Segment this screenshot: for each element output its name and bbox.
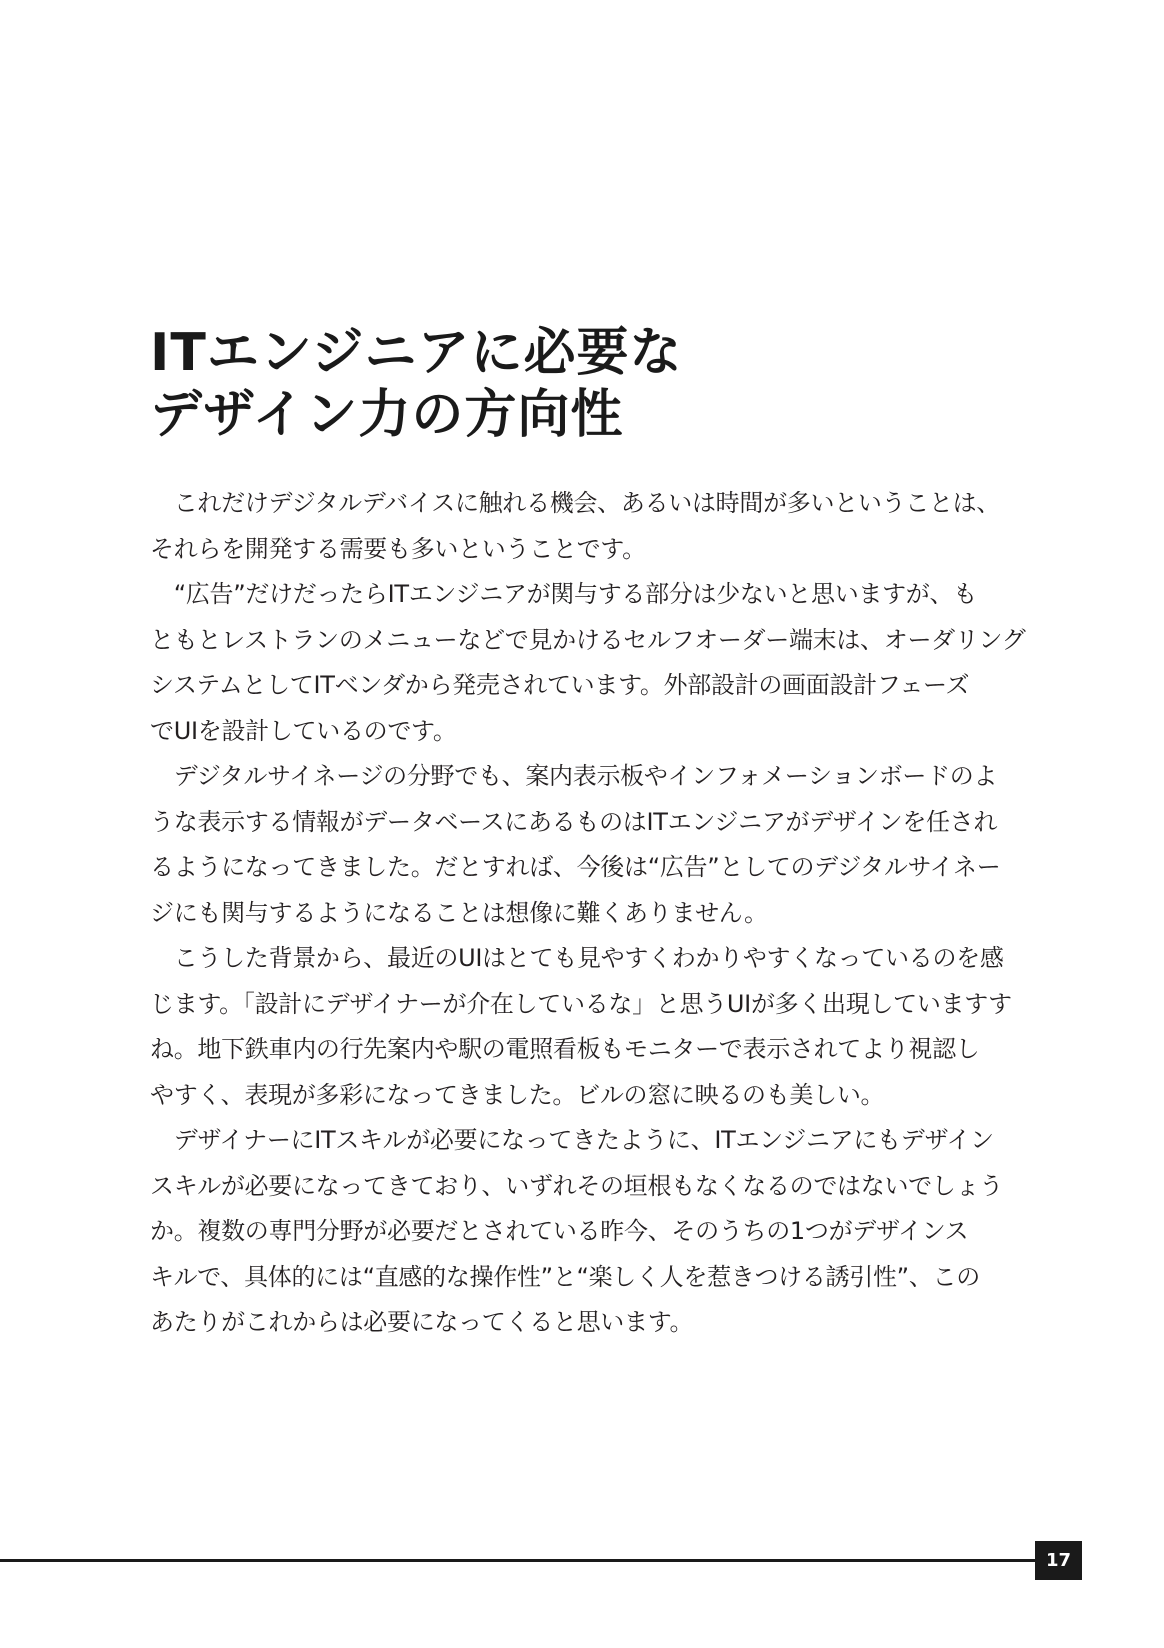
body-text (150, 481, 1030, 1346)
body-line: それらを開発する需要も多いということです。 (150, 534, 646, 563)
body-line: うな表示する情報がデータベースにあるものはITエンジニアがデザインを任され (150, 807, 998, 836)
body-line: じます。「設計にデザイナーが介在しているな」と思うUIが多く出現していますす (150, 989, 1012, 1018)
body-line: キルで、具体的には“直感的な操作性”と“楽しく人を惹きつける誘引性”、この (150, 1262, 980, 1291)
body-line: か。複数の専門分野が必要だとされている昨今、そのうちの1つがデザインス (150, 1217, 969, 1245)
body-line: こうした背景から、最近のUIはとても見やすくわかりやすくなっているのを感 (150, 944, 1004, 972)
body-line: スキルが必要になってきており、いずれその垣根もなくなるのではないでしょう (150, 1171, 1003, 1200)
body-line: ね。地下鉄車内の行先案内や駅の電照看板もモニターで表示されてより視認し (150, 1035, 980, 1063)
body-line: るようになってきました。だとすれば、今後は“広告”としてのデジタルサイネー (150, 853, 1001, 881)
body-line: デザイナーにITスキルが必要になってきたように、ITエンジニアにもデザイン (150, 1126, 994, 1154)
body-line: ともとレストランのメニューなどで見かけるセルフオーダー端末は、オーダリング (150, 625, 1026, 654)
title-line-1: ITエンジニアに必要な (150, 323, 683, 383)
body-line: ジにも関与するようになることは想像に難くありません。 (150, 898, 768, 927)
body-line: やすく、表現が多彩になってきました。ビルの窓に映るのも美しい。 (150, 1080, 885, 1109)
body-line: デジタルサイネージの分野でも、案内表示板やインフォメーションボードのよ (150, 762, 998, 790)
body-line: “広告”だけだったらITエンジニアが関与する部分は少ないと思いますが、も (150, 580, 977, 608)
body-line: あたりがこれからは必要になってくると思います。 (150, 1308, 694, 1336)
footer-rule (0, 1559, 1082, 1562)
body-line: システムとしてITベンダから発売されています。外部設計の画面設計フェーズ (150, 671, 970, 699)
title-line-2: デザイン力の方向性 (150, 385, 624, 445)
body-line: でUIを設計しているのです。 (150, 716, 457, 745)
page-number: 17 (1035, 1541, 1082, 1580)
page-title (150, 322, 683, 446)
body-line: これだけデジタルデバイスに触れる機会、あるいは時間が多いということは、 (150, 489, 1001, 517)
